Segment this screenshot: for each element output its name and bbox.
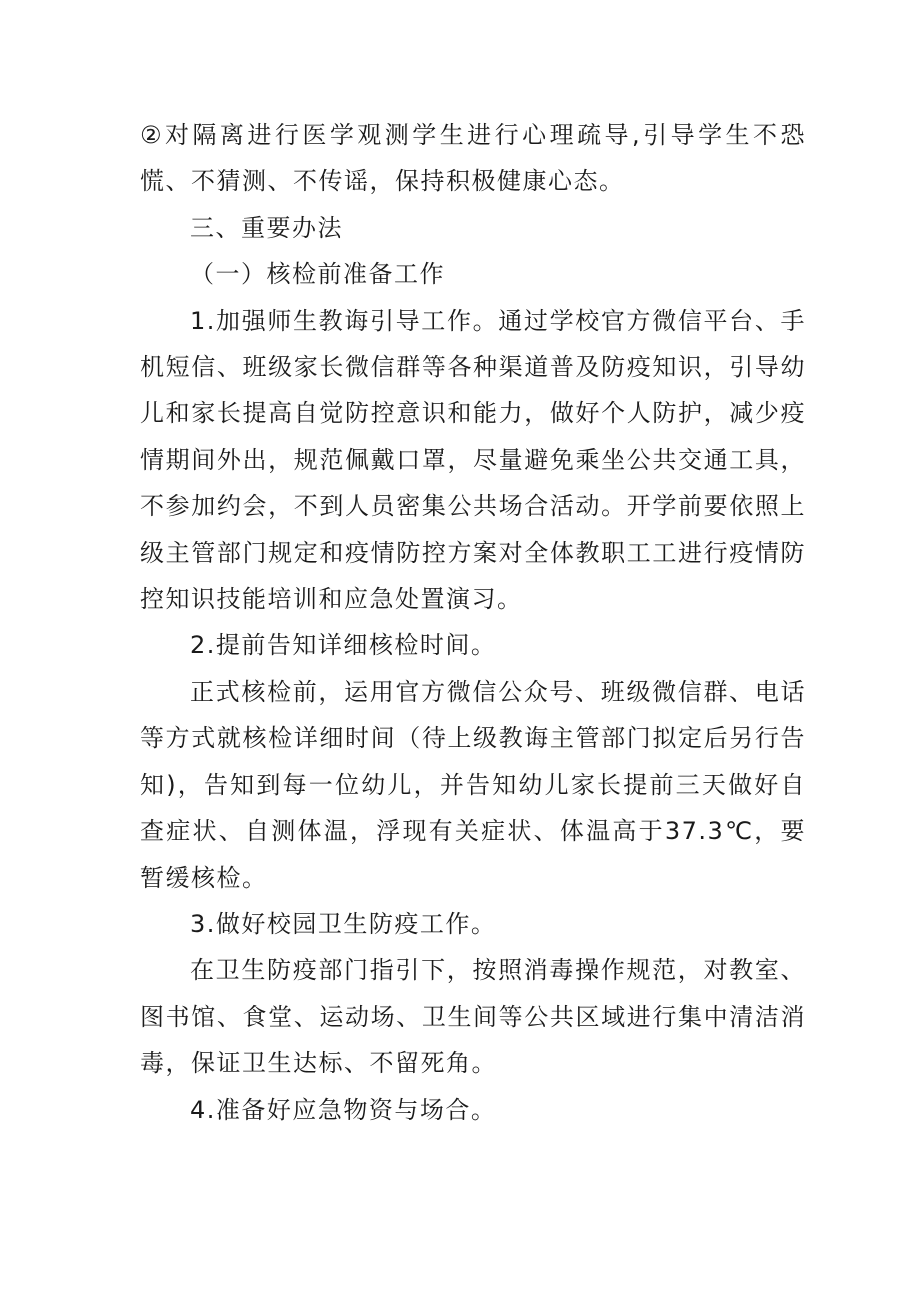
paragraph-item-3-heading: 3.做好校园卫生防疫工作。 <box>190 909 497 938</box>
subsection-heading-pre-check-preparation: （一）核检前准备工作 <box>190 260 445 289</box>
paragraph-item-3-body: 在卫生防疫部门指引下，按照消毒操作规范，对教室、图书馆、食堂、运动场、卫生间等公共区域进行集中清洁消毒，保证卫生达标、不留死角。 <box>140 956 806 1078</box>
paragraph-item-2-heading: 2.提前告知详细核检时间。 <box>190 631 497 660</box>
paragraph-item-1-guidance: 1.加强师生教诲引导工作。通过学校官方微信平台、手机短信、班级家长微信群等各种渠道普及防疫知识，引导幼儿和家长提高自觉防控意识和能力，做好个人防护，减少疫情期间外出，规范佩戴口罩，尽量避免乘坐公共交通工具，不参加约会，不到人员密集公共场合活动。开学前要依照上级主管部门规定和疫情防控方案对全体教职工工进行疫情防控知识技能培训和应急处置演习。 <box>140 306 806 614</box>
section-heading-main-measures: 三、重要办法 <box>190 213 343 242</box>
paragraph-psychological-guidance: ②对隔离进行医学观测学生进行心理疏导,引导学生不恐慌、不猜测、不传谣，保持积极健康心态。 <box>140 121 806 196</box>
document-body <box>140 112 806 1133</box>
paragraph-item-4-heading: 4.准备好应急物资与场合。 <box>190 1095 497 1124</box>
paragraph-item-2-body: 正式核检前，运用官方微信公众号、班级微信群、电话等方式就核检详细时间（待上级教诲主管部门拟定后另行告知)，告知到每一位幼儿，并告知幼儿家长提前三天做好自查症状、自测体温，浮现有关症状、体温高于37.3℃，要暂缓核检。 <box>140 677 806 892</box>
